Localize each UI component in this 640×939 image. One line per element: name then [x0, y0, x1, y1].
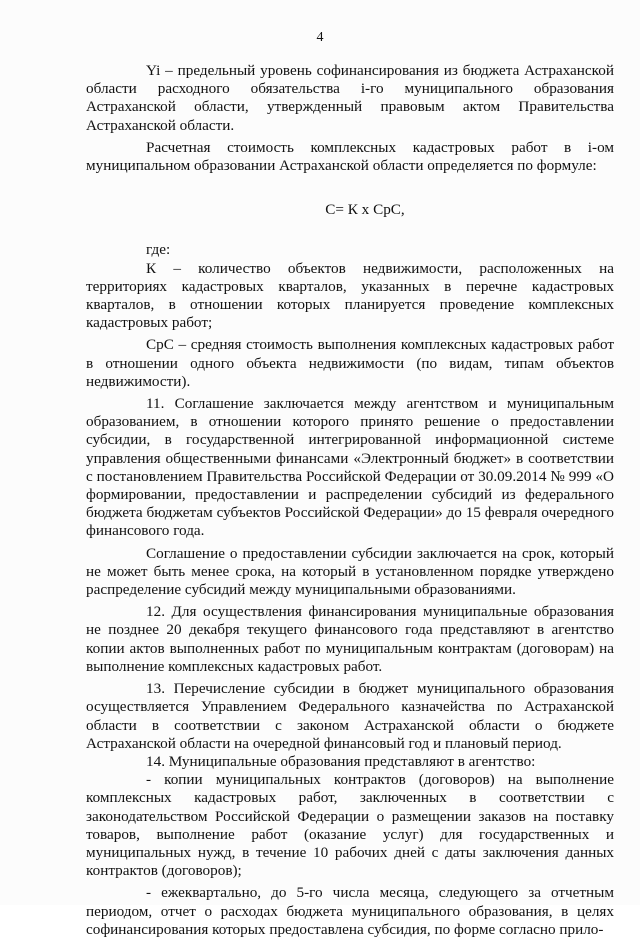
paragraph-item-14-quarterly: - ежеквартально, до 5-го числа месяца, следующего за отчетным периодом, отчет о расходах бюджета муниципального образования, в целях софинансирования которых предоставлена субсидия, по форме согласно прило- — [86, 884, 614, 938]
paragraph-cost-intro: Расчетная стоимость комплексных кадастровых работ в i-ом муниципальном образовании Астраханской области определяется по формуле: — [86, 138, 614, 175]
page-number: 4 — [316, 30, 324, 45]
cost-formula: С= К х СрС, — [325, 201, 405, 219]
paragraph-where: где: — [146, 241, 171, 259]
paragraph-item-14: 14. Муниципальные образования представляют в агентство: — [146, 752, 536, 770]
document-body — [86, 62, 614, 939]
paragraph-item-14-contracts: - копии муниципальных контрактов (договоров) на выполнение комплексных кадастровых работ, заключенных в соответствии с законодательством Российской Федерации о размещении заказов на поставку товаров, выполнение работ (оказание услуг) для государственных и муниципальных нужд, в течение 10 рабочих дней с даты заключения данных контрактов (договоров); — [86, 771, 614, 880]
paragraph-yi-definition: Yi – предельный уровень софинансирования из бюджета Астраханской области расходного обязательства i-го муниципального образования Астраханской области, утвержденный правовым актом Правительства Астраханской области. — [86, 62, 614, 134]
paragraph-crc-definition: СрС – средняя стоимость выполнения комплексных кадастровых работ в отношении одного объекта недвижимости (по видам, типам объектов недвижимости). — [86, 336, 614, 390]
paragraph-k-definition: К – количество объектов недвижимости, расположенных на территориях кадастровых кварталов, указанных в перечне кадастровых кварталов, в отношении которых планируется проведение комплексных кадастровых работ; — [86, 259, 614, 332]
paragraph-item-11: 11. Соглашение заключается между агентством и муниципальным образованием, в отношении которого принято решение о предоставлении субсидии, в государственной интегрированной информационной системе управления общественными финансами «Электронный бюджет» в соответствии с постановлением Правительства Российской Федерации от 30.09.2014 № 999 «О формировании, предоставлении и распределении субсидий из федерального бюджета бюджетам субъектов Российской Федерации» до 15 февраля очередного финансового года. — [86, 395, 614, 540]
paragraph-item-12: 12. Для осуществления финансирования муниципальные образования не позднее 20 декабря текущего финансового года представляют в агентство копии актов выполненных работ по муниципальным контрактам (договорам) на выполнение комплексных кадастровых работ. — [86, 603, 614, 675]
paragraph-item-13: 13. Перечисление субсидии в бюджет муниципального образования осуществляется Управлением Федерального казначейства по Астраханской области в соответствии с законом Астраханской области о бюджете Астраханской области на очередной финансовый год и плановый период. — [86, 680, 614, 752]
paragraph-item-11-term: Соглашение о предоставлении субсидии заключается на срок, который не может быть менее срока, на который в установленном порядке утверждено распределение субсидий между муниципальными образованиями. — [86, 544, 614, 599]
